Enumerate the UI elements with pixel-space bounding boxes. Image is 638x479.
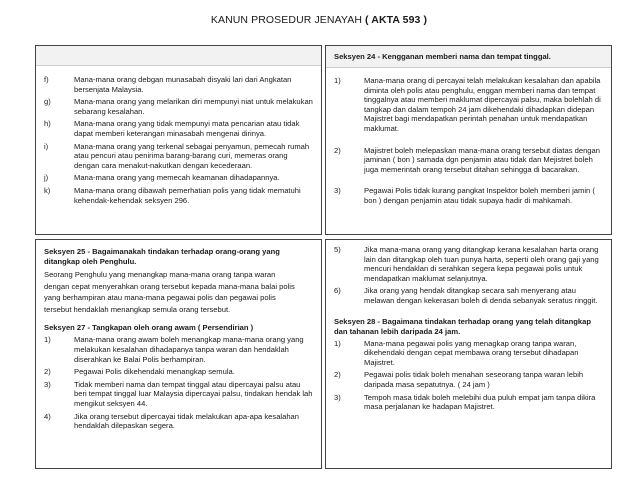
section-25-heading: Seksyen 25 - Bagaimanakah tindakan terhadap orang-orang yang ditangkap oleh Penghulu. [44, 247, 280, 266]
item-number: 5) [334, 245, 341, 254]
item-number: f) [44, 75, 49, 84]
list-item [44, 367, 313, 377]
item-text: Jika orang tersebut dipercayai tidak melakukan apa-apa kesalahan hendaklah dilepaskan segera. [74, 411, 299, 431]
item-number: 2) [334, 370, 341, 380]
list-item [44, 75, 313, 94]
section-24-heading: Seksyen 24 - Kengganan memberi nama dan tempat tinggal. [326, 46, 611, 68]
panel-bottom-left [35, 239, 322, 469]
section-25-line: Seorang Penghulu yang menangkap mana-mana orang tanpa waran [44, 270, 276, 279]
section-28-heading: Seksyen 28 - Bagaimana tindakan terhadap orang yang telah ditangkap dan tahanan lebih daripada 24 jam. [334, 316, 591, 336]
item-text: Majistret boleh melepaskan mana-mana orang tersebut diatas dengan jaminan ( bon ) samada dgn penjamin atau tidak dan Mejistret boleh juga memerintah orang tersebut ditahan sehingga di bacarakan. [364, 145, 600, 174]
list-item [334, 245, 603, 283]
section-25-line: yang berhampiran atau mana-mana pegawai polis dan pegawai polis [44, 293, 276, 303]
document-title-text: KANUN PROSEDUR JENAYAH [210, 14, 366, 26]
item-number: 4) [44, 411, 51, 421]
item-text: Mana-mana orang yang tidak mempunyi mata pencarian atau tidak dapat memberi keterangan minasabah mengenai dirinya. [74, 119, 300, 138]
list-item [44, 335, 313, 364]
item-text: Mana-mana orang debgan munasabah disyaki lari dari Angkatan bersenjata Malaysia. [74, 75, 292, 94]
item-number: h) [44, 119, 51, 129]
item-text: Mana-mana orang awam boleh menangkap mana-mana orang yang melakukan kesalahan dihadapanya tanpa waran dan hendaklah diserahkan ke Balai Polis berhampiran. [74, 335, 304, 364]
item-text: Jika orang yang hendak ditangkap secara sah menyerang atau melawan dengan kekerasan boleh di denda sebanyak seratus ringgit. [364, 286, 598, 305]
list-item [334, 146, 603, 175]
panel-top-right [325, 45, 612, 235]
item-number: 6) [334, 286, 341, 296]
list-item [44, 97, 313, 116]
list-item [334, 286, 603, 305]
item-number: j) [44, 173, 49, 183]
item-number: k) [44, 185, 51, 195]
item-number: g) [44, 97, 51, 107]
item-number: 3) [334, 392, 341, 402]
item-text: Tidak memberi nama dan tempat tinggal atau dipercayai palsu atau beri tempat tinggal luar Malaysia dipercayai palsu, tindakan hendak lah mengikut seksyen 44. [74, 379, 313, 408]
section-27-heading: Seksyen 27 - Tangkapan oleh orang awam ( Persendirian ) [44, 323, 254, 333]
list-item [334, 393, 603, 412]
item-text: Mana-mana orang dibawah pemerhatian polis yang tidak mematuhi kehendak-kehendak seksyen 296. [74, 185, 301, 205]
item-text: Mana-mana orang di percayai telah melakukan kesalahan dan apabila diminta oleh polis atau penghulu, enggan memberi nama dan tempat tinggalnya atau memberi maklumat dipercayai palsu, maka bolehlah di tangkap dan dalam tempoh 24 jam dikehendaki dihadapkan didepan Majistret bagi mendapatkan perintah penahan untuk mendapatkan maklumat. [364, 76, 601, 133]
section-25-line: tersebut hendaklah menangkap semula orang tersebut. [44, 304, 231, 314]
item-text: Mana-mana orang yang memecah keamanan dihadapannya. [74, 173, 280, 183]
item-number: 1) [334, 338, 341, 348]
list-item [44, 119, 313, 138]
section-25-27 [36, 240, 321, 431]
list-item [44, 380, 313, 409]
list-item [44, 142, 313, 171]
item-text: Pegawai polis tidak boleh menahan seseorang tanpa waran lebih daripada masa sepatutnya. ( 24 jam ) [364, 370, 584, 389]
item-text: Pegawai Polis tidak kurang pangkat Inspektor boleh memberi jamin ( bon ) dengan penjamin atau tidak supaya hadir di mahkamah. [364, 186, 595, 205]
item-text: Jika mana-mana orang yang ditangkap kerana kesalahan harta orang lain dan ditangkap oleh tuan punya harta, seperti oleh orang gaji yang mencuri hendaklan di serahkan segera kepa pegawai polis untuk mendapatkan maklumat selanjutnya. [364, 245, 599, 283]
panel-bottom-right [325, 239, 612, 469]
item-number: 1) [334, 76, 341, 85]
item-number: 3) [334, 186, 341, 196]
document-title [0, 14, 638, 26]
list-item [44, 186, 313, 205]
list-item [334, 186, 603, 205]
list-item [334, 370, 603, 389]
spacer [334, 309, 603, 315]
list-item [334, 76, 603, 134]
panel-top-left [35, 45, 322, 235]
item-number: 2) [44, 367, 51, 377]
document-title-act: ( AKTA 593 ) [365, 14, 428, 26]
list-item [334, 339, 603, 368]
section-25-line: dengan cepat menyerahkan orang tersebut kepada mana-mana balai polis [44, 281, 295, 291]
item-text: Mana-mana orang yang terkenal sebagai penyamun, pemecah rumah atau pencuri atau penirima barang-barang curi, memeras orang dengan cara menakut-nakutkan dengan kecederaan. [74, 141, 310, 170]
item-text: Pegawai Polis dikehendaki menangkap semula. [74, 367, 235, 377]
item-number: 3) [44, 379, 51, 389]
item-number: 2) [334, 145, 341, 155]
arrest-list [36, 66, 321, 205]
item-number: i) [44, 141, 49, 151]
item-number: 1) [44, 335, 51, 345]
list-item [44, 173, 313, 183]
panel-header-blank [36, 46, 321, 66]
item-text: Tempoh masa tidak boleh melebihi dua puluh empat jam tanpa dikira masa perjalanan ke hadapan Majistret. [364, 392, 596, 412]
section-27-28 [326, 240, 611, 412]
section-24-list [326, 68, 611, 206]
item-text: Mana-mana orang yang melarikan diri mempunyi niat untuk melakukan sebarang kesalahan. [74, 97, 313, 116]
spacer [44, 315, 313, 321]
list-item [44, 412, 313, 431]
item-text: Mana-mana pegawai polis yang menagkap orang tanpa waran, dikehendaki dengan cepat membawa orang tersebut dihadapan Majistret. [364, 338, 579, 367]
